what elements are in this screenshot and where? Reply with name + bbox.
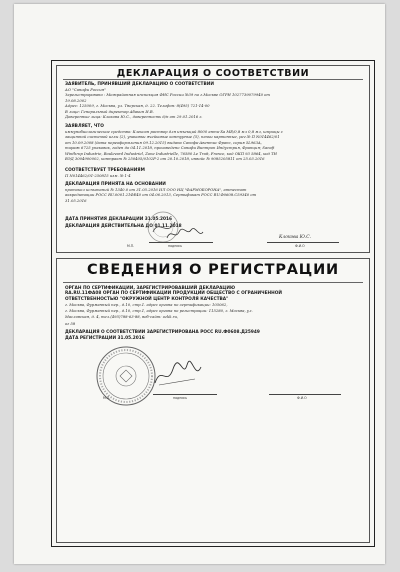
applicant-details (65, 88, 361, 122)
requirements-heading: СООТВЕТСТВУЕТ ТРЕБОВАНИЯМ (65, 168, 145, 173)
applicant-line: Адрес: 125009, г. Москва, ул. Тверская, д. 22. Телефон: 8(495) 721-14-00 (65, 104, 210, 109)
address-line: г. Москва, Фурманный пер., д.10, стр.1, адрес органа по регистрации: 115280, г. Москва, ул. (65, 309, 253, 314)
registration-date: ДАТА РЕГИСТРАЦИИ 31.05.2016 (65, 336, 145, 341)
acceptance-date: ДАТА ПРИНЯТИЯ ДЕКЛАРАЦИИ 31.05.2016 (65, 217, 172, 222)
product-line: от 10.09.2008 (дата переоформления 09.12.2015) выдана Санофи-Авентис Франс, серия 5L963A, (65, 140, 262, 145)
address-line: Масловская, д. 4, тел.(495)788-63-88, веб-сайт: ozkk.ru, (65, 315, 179, 320)
address-line: г. Москва, Фурманный пер., д.10, стр.1. адрес органа по сертификации: 105062, (65, 303, 228, 307)
applicant-heading: ЗАЯВИТЕЛЬ, ПРИНЯВШИЙ ДЕКЛАРАЦИЮ О СООТВЕТСТВИИ (65, 82, 214, 87)
document-frame (51, 60, 375, 547)
name-line (269, 394, 341, 395)
applicant-line: 19.08.2002 (65, 98, 87, 103)
applicant-line: Доверенные лица: Клокова Ю.С., доверенность 6/н от 29.01.2016 г. (65, 115, 203, 120)
validity-date: ДЕКЛАРАЦИЯ ДЕЙСТВИТЕЛЬНА ДО 01.11.2018 (65, 224, 182, 229)
product-line: тираж 6725 упаковок, годен до 04.11.2018, произведено Санофи Винтроп Индустрия, Франция; Sanofi (65, 146, 275, 151)
name-caption: Ф.И.О (295, 244, 305, 248)
declaration-section (56, 65, 370, 253)
declaration-title: ДЕКЛАРАЦИЯ О СООТВЕТСТВИИ (116, 68, 310, 79)
name-line (267, 242, 339, 243)
signature-line (153, 394, 217, 395)
basis-line: 31.05.2016 (65, 198, 87, 203)
requirements-text (65, 174, 361, 180)
document-sheet (14, 4, 385, 564)
basis-heading: ДЕКЛАРАЦИЯ ПРИНЯТА НА ОСНОВАНИИ (65, 182, 166, 187)
title-divider (63, 79, 363, 80)
signature-caption: подпись (168, 244, 183, 248)
title-divider (63, 282, 363, 283)
claims-heading: ЗАЯВЛЯЕТ, ЧТО (65, 124, 104, 129)
certification-body-line: RA.RU.11ФА08 ОРГАН ПО СЕРТИФИКАЦИИ ПРОДУКЦИИ ОБЩЕСТВО С ОГРАНИЧЕННОЙ (65, 291, 283, 297)
handwritten-signature (165, 226, 205, 242)
name-caption: Ф.И.О (297, 396, 307, 400)
registration-title: СВЕДЕНИЯ О РЕГИСТРАЦИИ (87, 262, 339, 278)
certification-body-line: ОРГАН ПО СЕРТИФИКАЦИИ, ЗАРЕГИСТРИРОВАВШИЙ ДЕКЛАРАЦИЮ (65, 286, 236, 291)
product-line: Winthrop Industrie, Boulevard Industriel, Zone Industrielle, 76580 Le Trait, France, код ОКП 93 5864, код ТН (65, 151, 277, 156)
certification-body-address (65, 302, 361, 327)
requirements-line: П N014462/01-250815 изм. № 1-4 (65, 173, 131, 178)
product-line: ВЭД 3004900002, контракт № 250405/0102F-2 от 20.10.2018, инвойс № 9085205811 от 25.03.2016 (65, 157, 265, 162)
product-line: защитной системой иглы (2), упаковки ячейковые контурные (5), пачки картонные, рег.№ П N014462/01 (65, 135, 280, 140)
basis-text (65, 188, 361, 205)
address-line: ог 58 (65, 321, 76, 326)
signature-line (149, 242, 213, 243)
applicant-line: Зарегистрировано : Межрайонная инспекция ФНС России №39 по г.Москве ОГРН 1027739079940 от (65, 93, 270, 98)
signer-name: Клокова Ю.С. (279, 235, 312, 240)
registration-section (56, 258, 370, 543)
certification-body (65, 286, 363, 302)
applicant-line: В лице: Генеральный директор Абакин И.В. (65, 109, 154, 114)
stamp-caption: М.П. (127, 244, 135, 248)
registration-number: ДЕКЛАРАЦИЯ О СООТВЕТСТВИИ ЗАРЕГИСТРИРОВАНА РОСС RU.Ф0608.Д25949 (65, 330, 260, 335)
product-line: иммунобиологическое средство: Клексан раствор для инъекций 8000 анти-Ха МЕ/0,8 мл 0,8 мл, шприцы с (65, 129, 283, 134)
stamp-caption: М.П. (103, 396, 111, 400)
signature-caption: подпись (173, 396, 188, 400)
applicant-line: АО "Санофи Россия" (65, 87, 106, 92)
certification-body-line: ОТВЕТСТВЕННОСТЬЮ "ОКРУЖНОЙ ЦЕНТР КОНТРОЛЯ КАЧЕСТВА" (65, 296, 229, 302)
registrar-signature (151, 357, 203, 391)
basis-line: протокол испытаний № 1340.0 от 31.05.2016 ИЛ ООО НЦ "ФАРМОБОРОНА", аттестат (65, 187, 247, 192)
basis-line: аккредитации РОСС RU.0001.21ФЕ40 от 04.06.2013, Сертификат РОСС RU.Ф0608.С59340 от (65, 193, 257, 198)
product-description (65, 130, 361, 164)
